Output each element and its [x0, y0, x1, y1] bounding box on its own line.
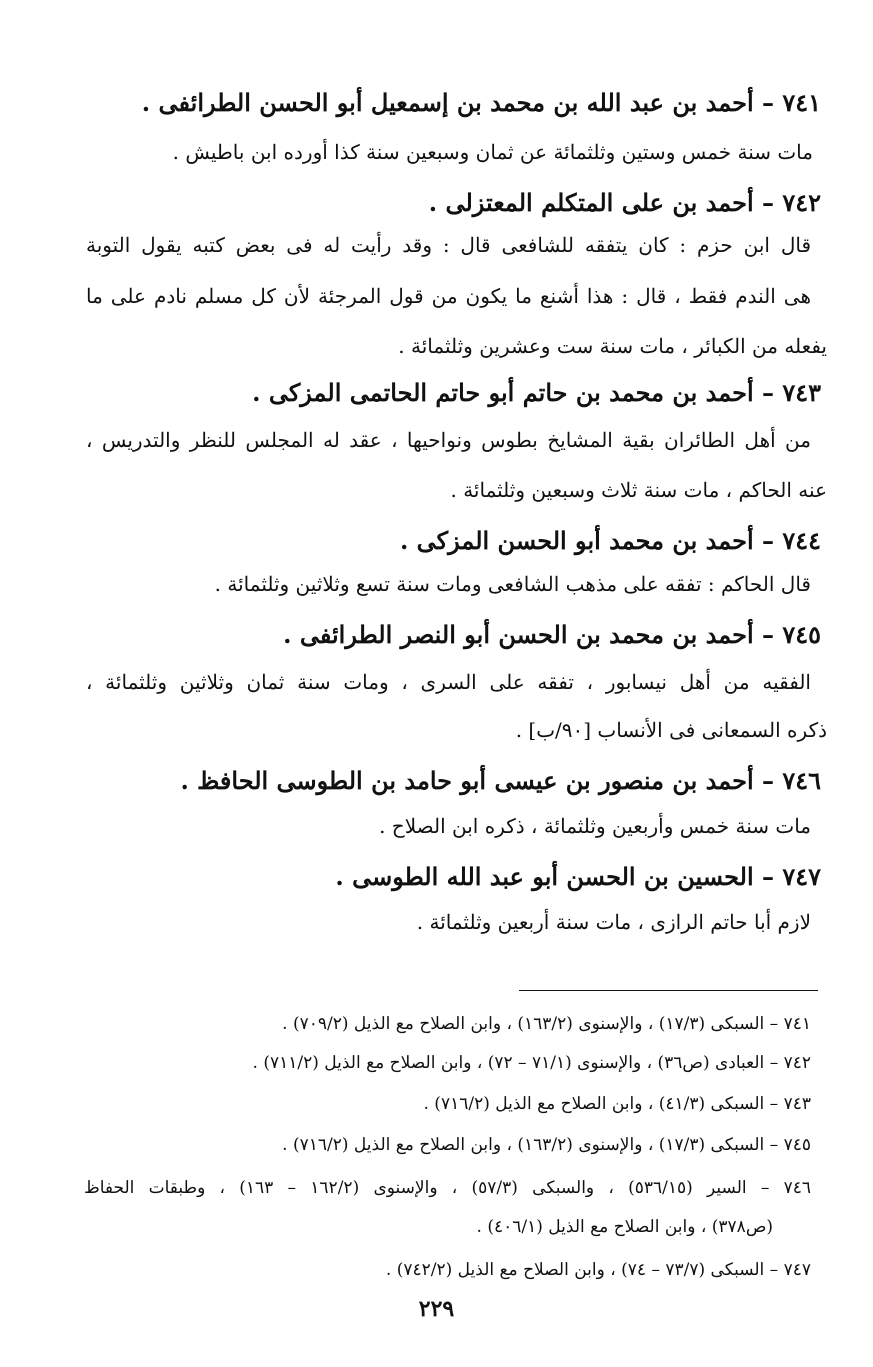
- footnote-741: ٧٤١ – السبكى (١٧/٣) ، والإسنوى (١٦٣/٢) ، وابن الصلاح مع الذيل (٧٠٩/٢) .: [282, 1014, 811, 1034]
- entry-heading-742: ٧٤٢ – أحمد بن على المتكلم المعتزلى .: [428, 188, 821, 217]
- entry-heading-744: ٧٤٤ – أحمد بن محمد أبو الحسن المزكى .: [399, 526, 821, 555]
- footnote-747: ٧٤٧ – السبكى (٧٣/٧ – ٧٤) ، وابن الصلاح مع الذيل (٧٤٢/٢) .: [385, 1260, 811, 1280]
- footnote-746-line-1: ٧٤٦ – السير (٥٣٦/١٥) ، والسبكى (٥٧/٣) ، والإسنوى (١٦٢/٢ – ١٦٣) ، وطبقات الحفاظ: [84, 1178, 811, 1198]
- entry-text-745-line-2: ذكره السمعانى فى الأنساب [٩٠/ب] .: [515, 718, 827, 742]
- entry-text-742-line-1: قال ابن حزم : كان يتفقه للشافعى قال : وقد رأيت له فى بعض كتبه يقول التوبة: [86, 233, 811, 257]
- entry-text-747-line-1: لازم أبا حاتم الرازى ، مات سنة أربعين وثلثمائة .: [416, 910, 811, 934]
- footnote-745: ٧٤٥ – السبكى (١٧/٣) ، والإسنوى (١٦٣/٢) ، وابن الصلاح مع الذيل (٧١٦/٢) .: [282, 1135, 811, 1155]
- entry-text-742-line-3: يفعله من الكبائر ، مات سنة ست وعشرين وثلثمائة .: [398, 334, 827, 358]
- entry-text-743-line-1: من أهل الطائران بقية المشايخ بطوس ونواحيها ، عقد له المجلس للنظر والتدريس ،: [86, 428, 811, 452]
- entry-heading-747: ٧٤٧ – الحسين بن الحسن أبو عبد الله الطوسى .: [335, 862, 821, 891]
- footnote-746-line-2: (ص٣٧٨) ، وابن الصلاح مع الذيل (٤٠٦/١) .: [476, 1217, 773, 1237]
- page-number: ٢٢٩: [418, 1296, 455, 1322]
- entry-text-746-line-1: مات سنة خمس وأربعين وثلثمائة ، ذكره ابن الصلاح .: [379, 814, 811, 838]
- entry-heading-746: ٧٤٦ – أحمد بن منصور بن عيسى أبو حامد بن الطوسى الحافظ .: [180, 766, 821, 795]
- entry-text-743-line-2: عنه الحاكم ، مات سنة ثلاث وسبعين وثلثمائة .: [450, 478, 827, 502]
- entry-heading-741: ٧٤١ – أحمد بن عبد الله بن محمد بن إسمعيل أبو الحسن الطرائفى .: [141, 88, 821, 117]
- footnote-743: ٧٤٣ – السبكى (٤١/٣) ، وابن الصلاح مع الذيل (٧١٦/٢) .: [423, 1094, 811, 1114]
- entry-text-745-line-1: الفقيه من أهل نيسابور ، تفقه على السرى ، ومات سنة ثمان وثلاثين وثلثمائة ،: [86, 670, 811, 694]
- footnote-742: ٧٤٢ – العبادى (ص٣٦) ، والإسنوى (٧١/١ – ٧٢) ، وابن الصلاح مع الذيل (٧١١/٢) .: [252, 1053, 811, 1073]
- entry-heading-745: ٧٤٥ – أحمد بن محمد بن الحسن أبو النصر الطرائفى .: [283, 620, 821, 649]
- entry-text-742-line-2: هى الندم فقط ، قال : هذا أشنع ما يكون من قول المرجئة لأن كل مسلم نادم على ما: [86, 284, 812, 308]
- entry-heading-743: ٧٤٣ – أحمد بن محمد بن حاتم أبو حاتم الحاتمى المزكى .: [252, 378, 821, 407]
- entry-text-744-line-1: قال الحاكم : تفقه على مذهب الشافعى ومات سنة تسع وثلاثين وثلثمائة .: [214, 572, 811, 596]
- footnote-separator: [519, 990, 818, 991]
- entry-text-741-line-1: مات سنة خمس وستين وثلثمائة عن ثمان وسبعين سنة كذا أورده ابن باطيش .: [172, 140, 813, 164]
